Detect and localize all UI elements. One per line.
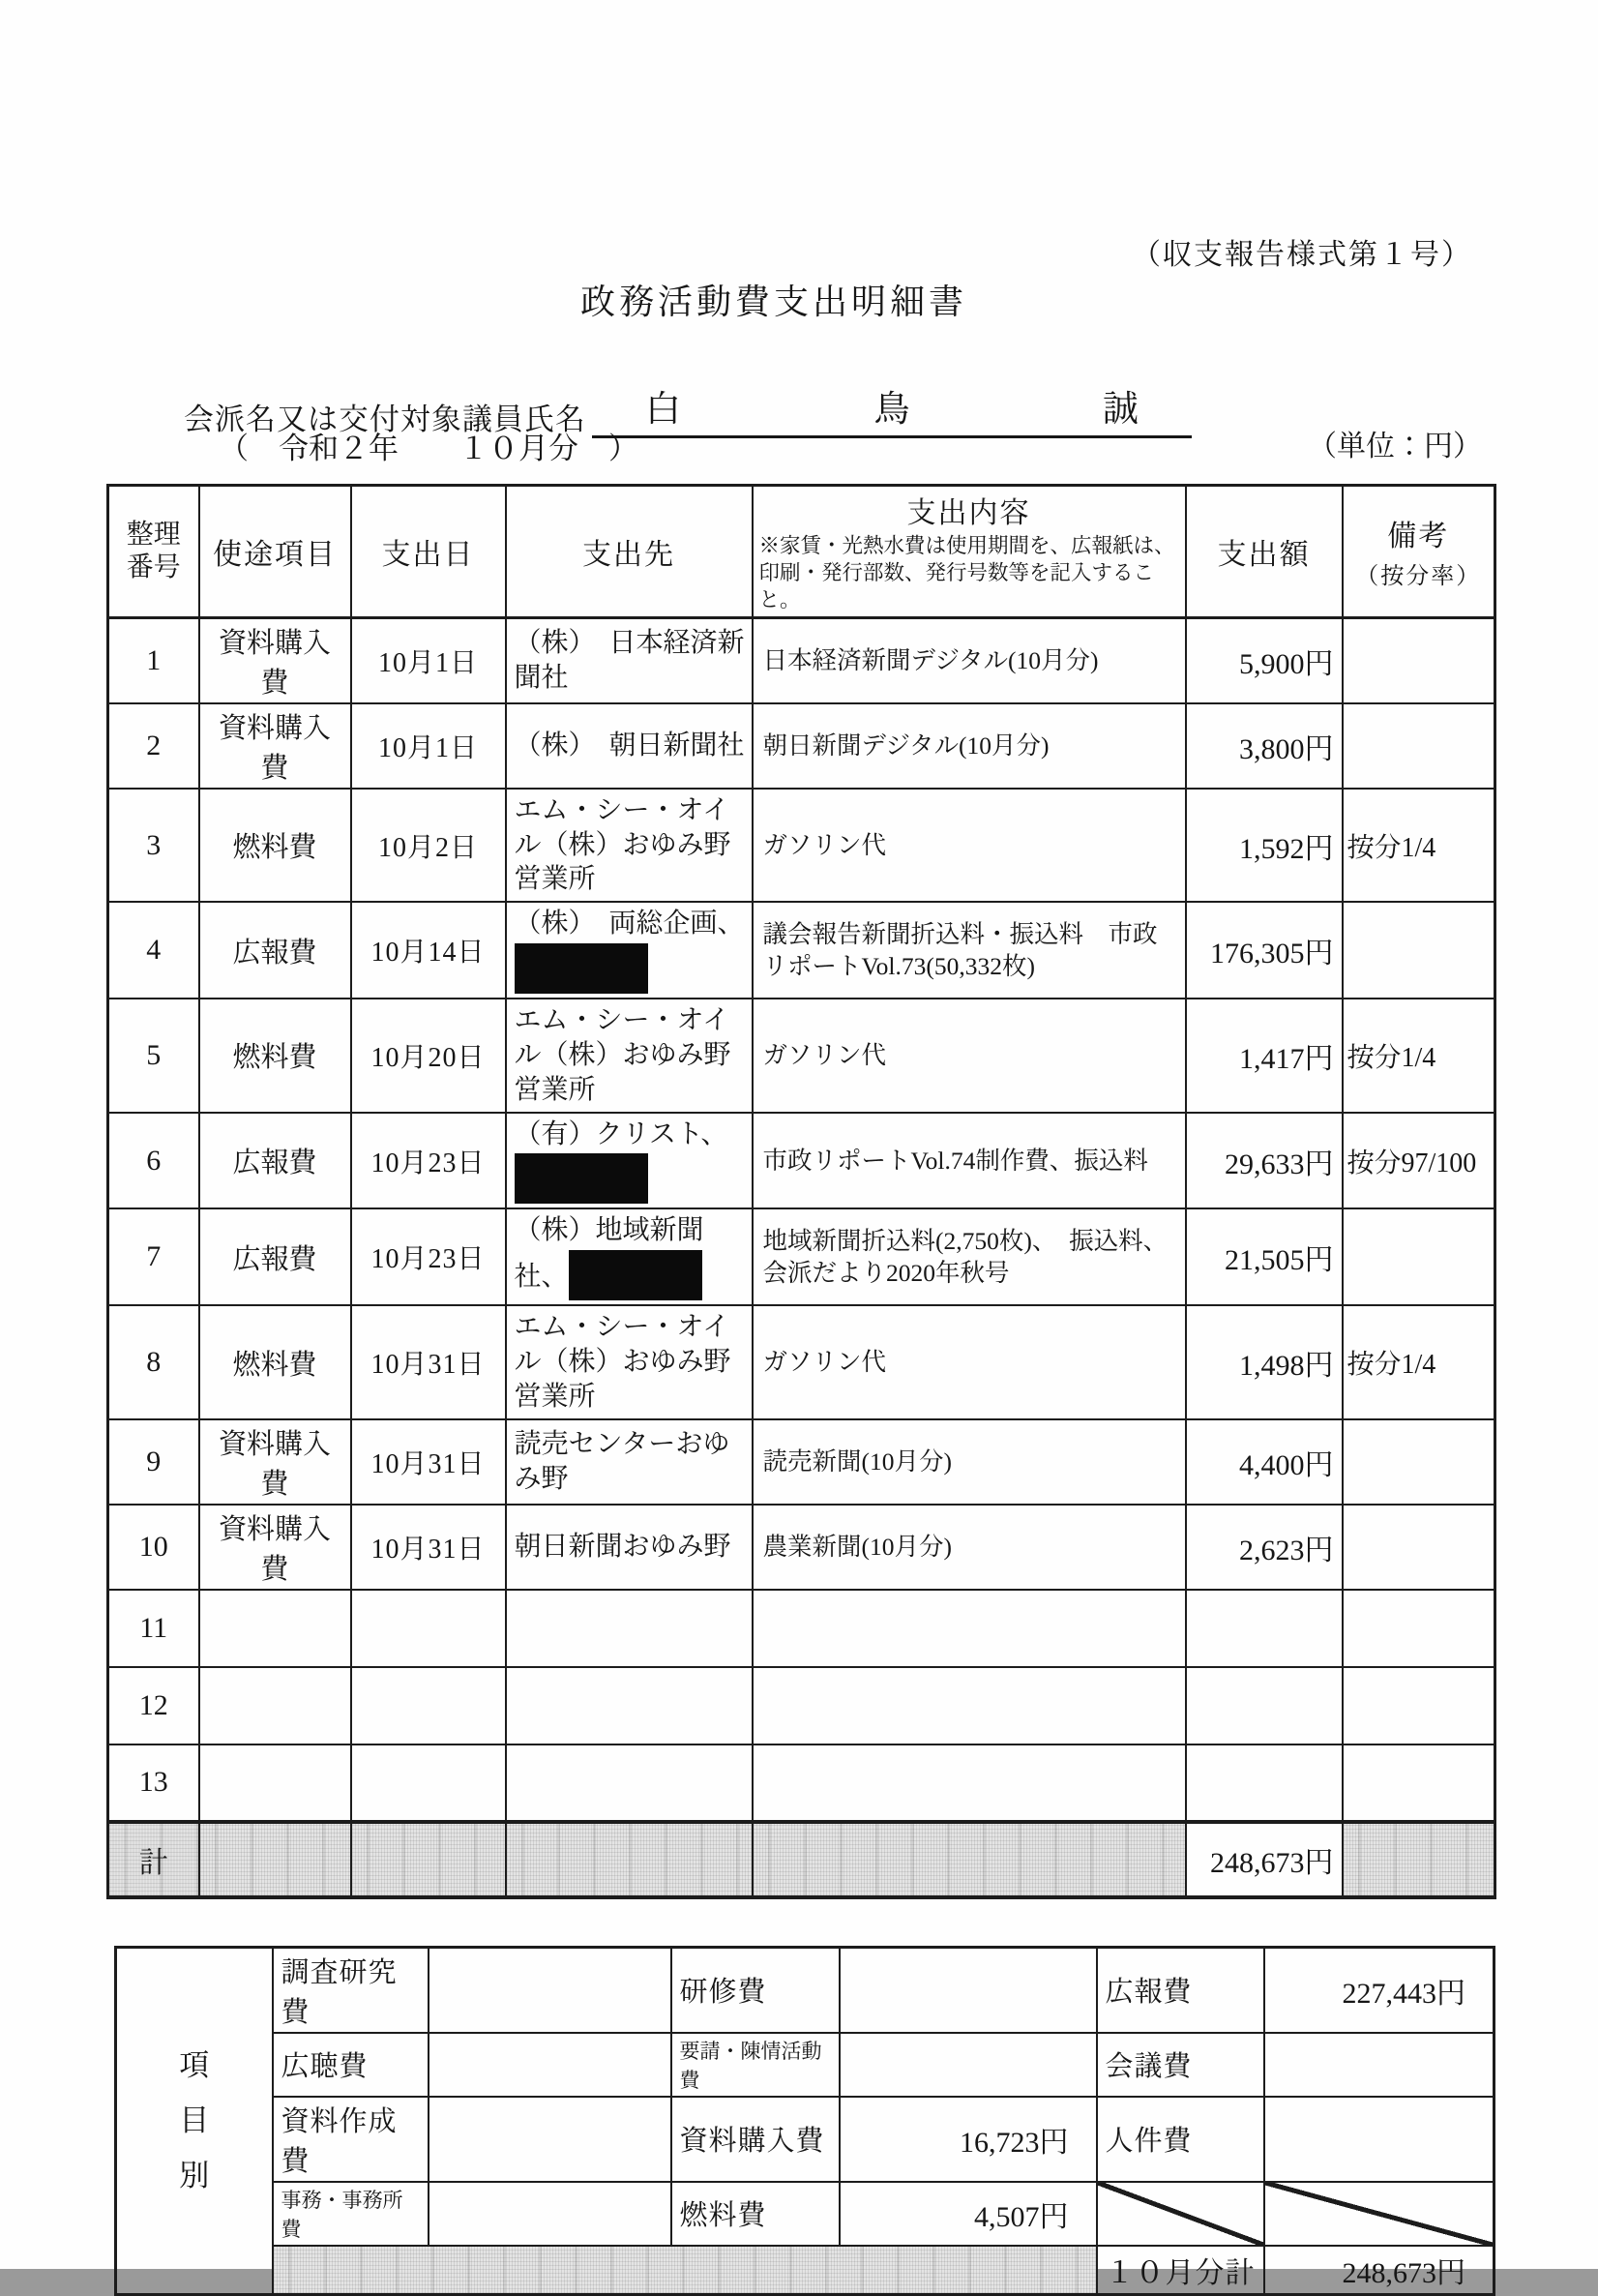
entry-category: 資料購入費 xyxy=(199,1419,351,1505)
entry-payee: 読売センターおゆみ野 xyxy=(506,1419,753,1505)
header-number-line2: 番号 xyxy=(126,552,181,582)
redaction-box xyxy=(515,1153,648,1204)
entry-category: 資料購入費 xyxy=(199,1505,351,1590)
summary-item-value xyxy=(1264,2182,1494,2246)
table-row xyxy=(108,1667,1495,1744)
table-row xyxy=(108,999,1495,1112)
entry-number: 4 xyxy=(108,902,199,999)
entry-note xyxy=(1343,1505,1495,1590)
summary-item-label: 資料作成費 xyxy=(273,2097,429,2182)
entry-amount: 1,417円 xyxy=(1186,999,1343,1112)
summary-total-row xyxy=(116,2246,1494,2295)
entry-date: 10月1日 xyxy=(351,703,506,789)
category-summary-table xyxy=(114,1946,1495,2296)
header-category: 使途項目 xyxy=(199,486,351,618)
summary-item-value xyxy=(1264,2033,1494,2097)
header-number xyxy=(108,486,199,618)
table-row xyxy=(108,789,1495,902)
entry-payee: （株） 日本経済新聞社 xyxy=(506,617,753,703)
entry-number: 3 xyxy=(108,789,199,902)
header-number-line1: 整理 xyxy=(126,520,181,551)
summary-item-value: 227,443円 xyxy=(1264,1947,1494,2033)
total-hatch-cell xyxy=(506,1822,753,1897)
entry-number: 9 xyxy=(108,1419,199,1505)
name-char: 誠 xyxy=(1103,390,1139,430)
entry-payee: エム・シー・オイル（株）おゆみ野営業所 xyxy=(506,789,753,902)
entry-amount xyxy=(1186,1744,1343,1822)
entry-description: 議会報告新聞折込料・振込料 市政リポートVol.73(50,332枚) xyxy=(753,902,1186,999)
name-char: 鳥 xyxy=(873,390,910,430)
entry-description: 朝日新聞デジタル(10月分) xyxy=(753,703,1186,789)
table-row xyxy=(108,1590,1495,1667)
table-row xyxy=(108,1505,1495,1590)
page-title: 政務活動費支出明細書 xyxy=(579,283,967,321)
summary-item-value xyxy=(429,1947,671,2033)
entry-payee xyxy=(506,1744,753,1822)
entry-date: 10月23日 xyxy=(351,1113,506,1209)
summary-item-label: 要請・陳情活動費 xyxy=(671,2033,840,2097)
entry-note: 按分1/4 xyxy=(1343,789,1495,902)
total-label: 計 xyxy=(108,1822,199,1897)
summary-item-label: 広聴費 xyxy=(273,2033,429,2097)
header-description-note: ※家賃・光熱水費は使用期間を、広報紙は、印刷・発行部数、発行号数等を記入すること。 xyxy=(758,534,1175,611)
entry-number: 1 xyxy=(108,617,199,703)
entry-number: 11 xyxy=(108,1590,199,1667)
entry-amount: 176,305円 xyxy=(1186,902,1343,999)
entry-date: 10月31日 xyxy=(351,1505,506,1590)
summary-item-label: 調査研究費 xyxy=(273,1947,429,2033)
summary-item-label xyxy=(1097,2182,1264,2246)
summary-item-value xyxy=(429,2097,671,2182)
entry-date xyxy=(351,1744,506,1822)
entry-payee: （株）地域新聞社、 xyxy=(506,1208,753,1305)
summary-item-label: 燃料費 xyxy=(671,2182,840,2246)
entry-category: 資料購入費 xyxy=(199,617,351,703)
entry-amount: 1,498円 xyxy=(1186,1305,1343,1418)
entry-description: 読売新聞(10月分) xyxy=(753,1419,1186,1505)
table-row xyxy=(108,1113,1495,1209)
entry-payee: エム・シー・オイル（株）おゆみ野営業所 xyxy=(506,1305,753,1418)
total-hatch-cell xyxy=(753,1822,1186,1897)
entry-description: 農業新聞(10月分) xyxy=(753,1505,1186,1590)
entry-date: 10月2日 xyxy=(351,789,506,902)
entry-number: 10 xyxy=(108,1505,199,1590)
entry-category: 燃料費 xyxy=(199,1305,351,1418)
entry-note xyxy=(1343,703,1495,789)
entry-payee: （有）クリスト、 xyxy=(506,1113,753,1209)
unit-note: （単位：円） xyxy=(1308,431,1482,462)
summary-item-value: 16,723円 xyxy=(840,2097,1097,2182)
entry-category xyxy=(199,1590,351,1667)
entry-payee xyxy=(506,1667,753,1744)
total-row xyxy=(108,1822,1495,1897)
summary-row xyxy=(116,2182,1494,2246)
entry-description: 日本経済新聞デジタル(10月分) xyxy=(753,617,1186,703)
entry-category: 燃料費 xyxy=(199,999,351,1112)
table-row xyxy=(108,902,1495,999)
table-row xyxy=(108,1208,1495,1305)
entry-date: 10月23日 xyxy=(351,1208,506,1305)
entry-note xyxy=(1343,1419,1495,1505)
entry-description xyxy=(753,1744,1186,1822)
summary-item-label: 資料購入費 xyxy=(671,2097,840,2182)
summary-row xyxy=(116,2097,1494,2182)
header-description-title: 支出内容 xyxy=(906,497,1031,529)
entry-category: 燃料費 xyxy=(199,789,351,902)
entry-category: 広報費 xyxy=(199,1208,351,1305)
summary-item-value xyxy=(840,2033,1097,2097)
table-row xyxy=(108,1419,1495,1505)
entry-number: 5 xyxy=(108,999,199,1112)
entry-payee: （株） 両総企画、 xyxy=(506,902,753,999)
entry-payee: エム・シー・オイル（株）おゆみ野営業所 xyxy=(506,999,753,1112)
summary-row xyxy=(116,2033,1494,2097)
header-row xyxy=(108,486,1495,618)
entry-date: 10月31日 xyxy=(351,1305,506,1418)
summary-item-value xyxy=(429,2033,671,2097)
entry-category: 資料購入費 xyxy=(199,703,351,789)
summary-item-value: 4,507円 xyxy=(840,2182,1097,2246)
entry-number: 12 xyxy=(108,1667,199,1744)
total-amount: 248,673円 xyxy=(1186,1822,1343,1897)
redaction-box xyxy=(515,943,648,994)
entry-note: 按分97/100 xyxy=(1343,1113,1495,1209)
table-row xyxy=(108,1305,1495,1418)
header-payee: 支出先 xyxy=(506,486,753,618)
entry-description: ガソリン代 xyxy=(753,999,1186,1112)
summary-item-label: 研修費 xyxy=(671,1947,840,2033)
entry-category xyxy=(199,1667,351,1744)
header-note-title: 備考 xyxy=(1387,521,1450,553)
summary-total-label: １０月分計 xyxy=(1097,2246,1264,2295)
entry-description xyxy=(753,1590,1186,1667)
member-name-value xyxy=(592,379,1192,438)
entry-description: ガソリン代 xyxy=(753,1305,1186,1418)
summary-row xyxy=(116,1947,1494,2033)
table-row xyxy=(108,1744,1495,1822)
summary-item-label: 広報費 xyxy=(1097,1947,1264,2033)
entry-category xyxy=(199,1744,351,1822)
summary-side-label: 項 目 別 xyxy=(116,1947,273,2294)
entry-number: 2 xyxy=(108,703,199,789)
entry-category: 広報費 xyxy=(199,1113,351,1209)
entry-date: 10月31日 xyxy=(351,1419,506,1505)
summary-item-label: 会議費 xyxy=(1097,2033,1264,2097)
entry-category: 広報費 xyxy=(199,902,351,999)
entry-number: 8 xyxy=(108,1305,199,1418)
entry-amount: 4,400円 xyxy=(1186,1419,1343,1505)
redaction-box xyxy=(569,1250,702,1300)
entry-date: 10月20日 xyxy=(351,999,506,1112)
summary-item-label: 事務・事務所費 xyxy=(273,2182,429,2246)
entry-payee xyxy=(506,1590,753,1667)
entry-amount xyxy=(1186,1667,1343,1744)
total-hatch-cell xyxy=(199,1822,351,1897)
entry-note xyxy=(1343,1744,1495,1822)
form-code: （収支報告様式第１号） xyxy=(1132,239,1472,271)
entry-payee: （株） 朝日新聞社 xyxy=(506,703,753,789)
header-note-sub: （按分率） xyxy=(1355,564,1482,590)
expense-detail-table xyxy=(106,484,1496,1899)
header-date: 支出日 xyxy=(351,486,506,618)
entry-date xyxy=(351,1667,506,1744)
total-hatch-cell xyxy=(351,1822,506,1897)
total-hatch-cell xyxy=(1343,1822,1495,1897)
table-row xyxy=(108,703,1495,789)
summary-total-hatch-cell xyxy=(273,2246,1097,2295)
entry-note xyxy=(1343,1667,1495,1744)
entry-amount: 29,633円 xyxy=(1186,1113,1343,1209)
summary-item-label: 人件費 xyxy=(1097,2097,1264,2182)
name-char: 白 xyxy=(645,390,681,430)
entry-description: 地域新聞折込料(2,750枚)、 振込料、会派だより2020年秋号 xyxy=(753,1208,1186,1305)
summary-total-amount: 248,673円 xyxy=(1264,2246,1494,2295)
entry-note xyxy=(1343,1590,1495,1667)
entry-number: 7 xyxy=(108,1208,199,1305)
entry-note: 按分1/4 xyxy=(1343,1305,1495,1418)
header-amount: 支出額 xyxy=(1186,486,1343,618)
summary-item-value xyxy=(840,1947,1097,2033)
entry-number: 6 xyxy=(108,1113,199,1209)
entry-amount: 1,592円 xyxy=(1186,789,1343,902)
entry-number: 13 xyxy=(108,1744,199,1822)
entry-amount: 3,800円 xyxy=(1186,703,1343,789)
header-note xyxy=(1343,486,1495,618)
summary-item-value xyxy=(429,2182,671,2246)
entry-date: 10月14日 xyxy=(351,902,506,999)
entry-note xyxy=(1343,902,1495,999)
report-period: （ 令和２年 １０月分 ） xyxy=(219,432,638,465)
entry-note xyxy=(1343,1208,1495,1305)
member-name-label: 会派名又は交付対象議員氏名 xyxy=(184,403,586,436)
entry-date xyxy=(351,1590,506,1667)
entry-amount xyxy=(1186,1590,1343,1667)
entry-note: 按分1/4 xyxy=(1343,999,1495,1112)
entry-note xyxy=(1343,617,1495,703)
table-row xyxy=(108,617,1495,703)
entry-description xyxy=(753,1667,1186,1744)
entry-amount: 21,505円 xyxy=(1186,1208,1343,1305)
entry-description: 市政リポートVol.74制作費、振込料 xyxy=(753,1113,1186,1209)
entry-amount: 5,900円 xyxy=(1186,617,1343,703)
header-description xyxy=(753,486,1186,618)
entry-date: 10月1日 xyxy=(351,617,506,703)
summary-item-value xyxy=(1264,2097,1494,2182)
entry-description: ガソリン代 xyxy=(753,789,1186,902)
entry-payee: 朝日新聞おゆみ野 xyxy=(506,1505,753,1590)
entry-amount: 2,623円 xyxy=(1186,1505,1343,1590)
